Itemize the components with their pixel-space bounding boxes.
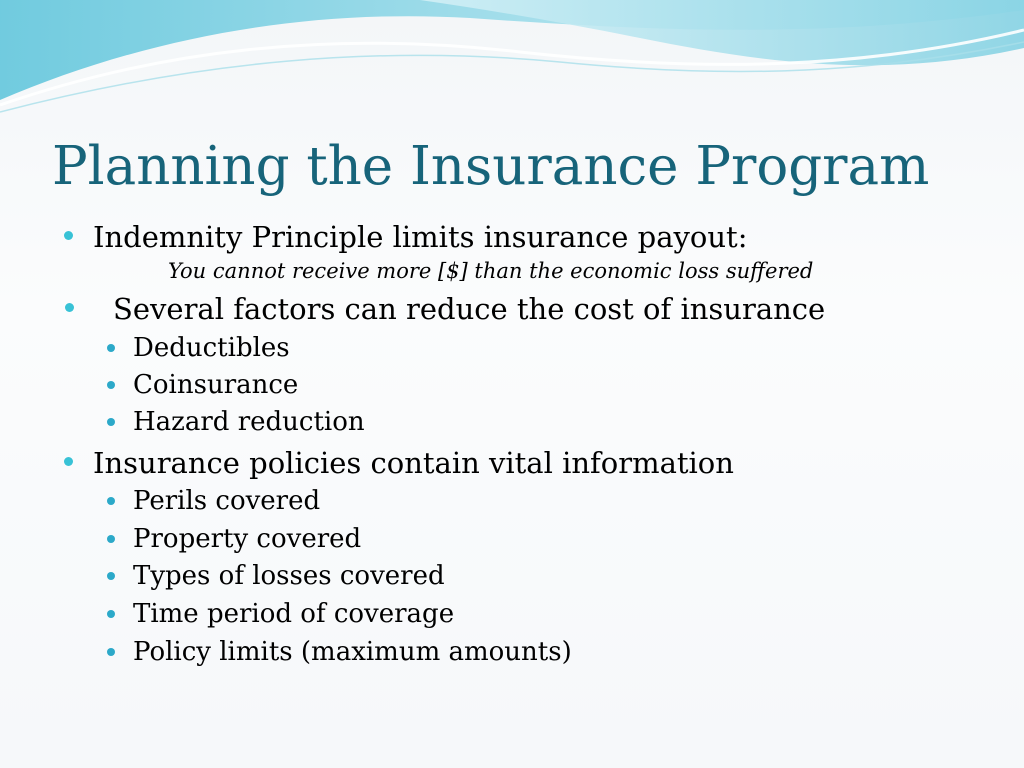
bullet-item <box>93 219 747 255</box>
sub-bullet-dot-icon <box>107 497 115 505</box>
bullet-text: Several factors can reduce the cost of insurance <box>113 292 826 326</box>
bullet-text: Indemnity Principle limits insurance payout: <box>93 220 748 254</box>
sub-bullet-dot-icon <box>107 535 115 543</box>
sub-bullet-item <box>133 369 298 401</box>
sub-bullet-dot-icon <box>107 381 115 389</box>
sub-bullet-item <box>133 406 365 438</box>
sub-bullet-item <box>133 523 361 555</box>
bullet-dot-icon <box>64 457 73 466</box>
bullet-dot-icon <box>65 303 74 312</box>
sub-bullet-dot-icon <box>107 648 115 656</box>
sub-bullet-text: Property covered <box>133 524 362 554</box>
sub-bullet-text: Types of losses covered <box>133 561 445 591</box>
sub-bullet-text: Deductibles <box>133 333 290 363</box>
sub-bullet-item <box>133 560 445 592</box>
bullet-item <box>93 445 734 481</box>
sub-bullet-item <box>133 636 572 668</box>
sub-bullet-dot-icon <box>107 344 115 352</box>
bullet-item <box>113 291 825 327</box>
sub-bullet-item <box>133 598 454 630</box>
sub-bullet-text: Hazard reduction <box>133 407 365 437</box>
sub-bullet-dot-icon <box>107 418 115 426</box>
bullet-text: Insurance policies contain vital information <box>93 446 734 480</box>
decorative-wave-header <box>0 0 1024 130</box>
sub-bullet-dot-icon <box>107 610 115 618</box>
sub-bullet-item <box>133 332 290 364</box>
sub-bullet-item <box>133 485 320 517</box>
sub-bullet-dot-icon <box>107 572 115 580</box>
sub-bullet-text: Perils covered <box>133 486 321 516</box>
bullet-note: You cannot receive more [$] than the economic loss suffered <box>168 259 814 283</box>
slide-title: Planning the Insurance Program <box>52 136 930 197</box>
sub-bullet-text: Coinsurance <box>133 370 299 400</box>
bullet-dot-icon <box>64 231 73 240</box>
sub-bullet-text: Policy limits (maximum amounts) <box>133 637 572 667</box>
sub-bullet-text: Time period of coverage <box>133 599 455 629</box>
